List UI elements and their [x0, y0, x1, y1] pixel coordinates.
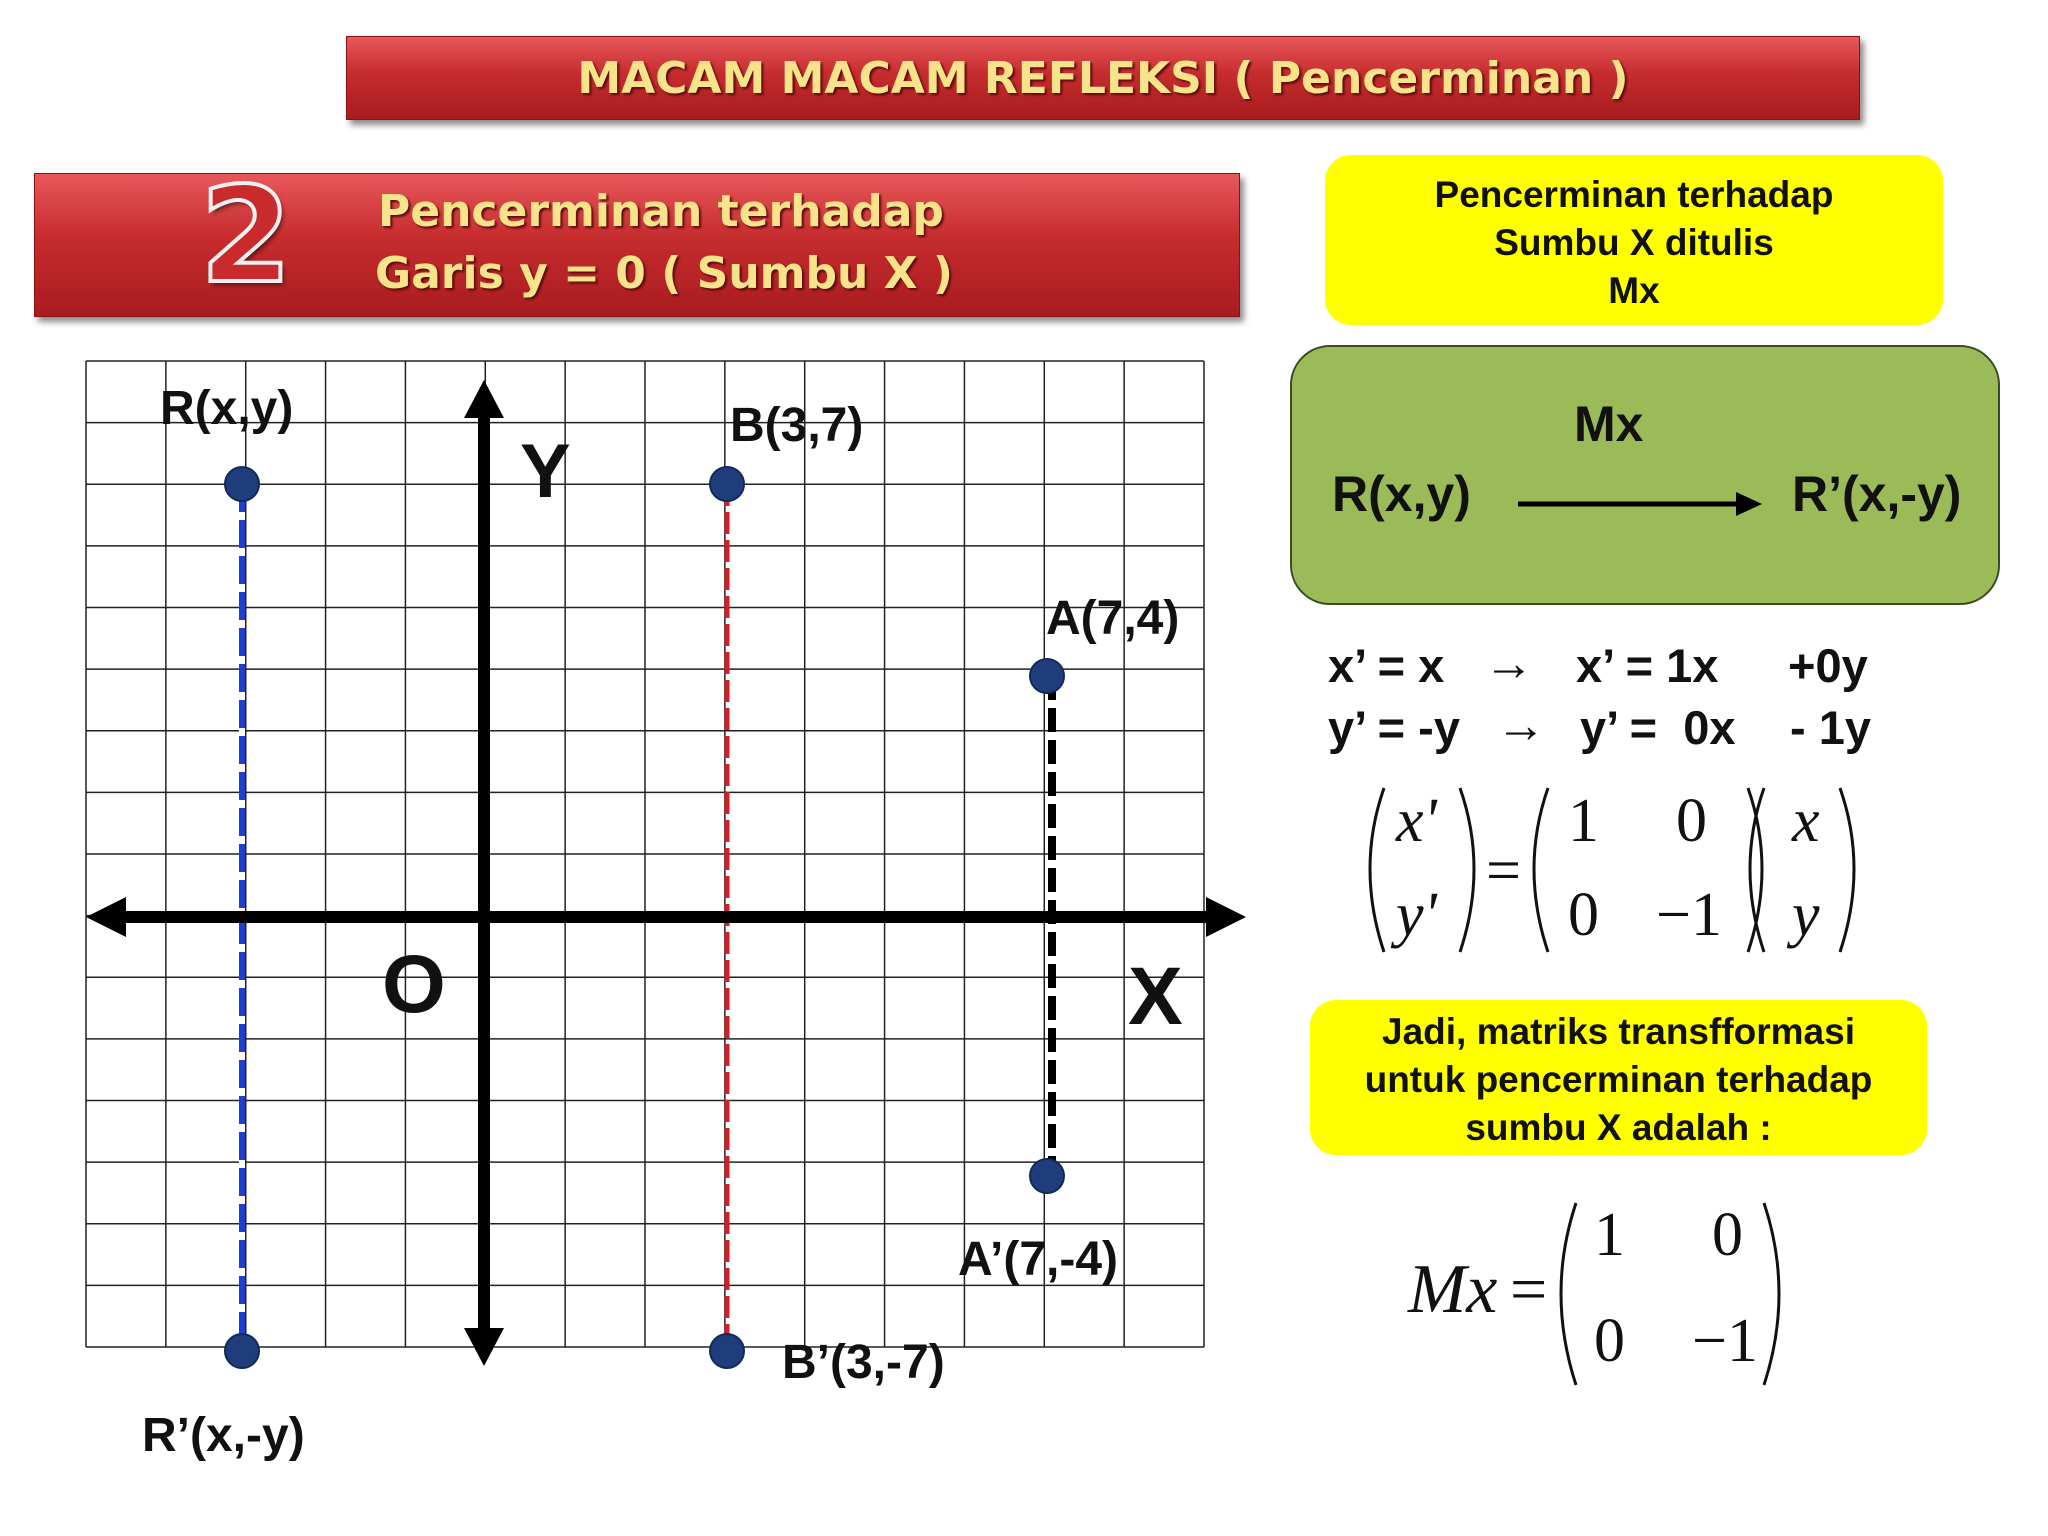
matrix-eq-m21: 0: [1568, 881, 1599, 949]
point-a: [1030, 659, 1064, 693]
result-m22: −1: [1692, 1307, 1758, 1375]
result-m12: 0: [1712, 1201, 1743, 1269]
note-line1: Pencerminan terhadap: [1434, 174, 1834, 215]
result-m11: 1: [1594, 1201, 1625, 1269]
mapping-arrow-icon: [1516, 489, 1766, 519]
point-a-prime: [1030, 1159, 1064, 1193]
matrix-eq-right-top: x: [1792, 787, 1820, 855]
section-title-line1: Pencerminan terhadap: [378, 186, 944, 237]
x-axis-arrow-left: [86, 897, 126, 937]
result-equals: =: [1510, 1253, 1548, 1326]
x-axis-label: X: [1128, 951, 1183, 1042]
matrix-eq-right-bottom: y: [1792, 881, 1820, 949]
point-r: [225, 467, 259, 501]
page-title: MACAM MACAM REFLEKSI ( Pencerminan ): [577, 52, 1629, 104]
equation-row1-lhs: x’ = x: [1328, 639, 1445, 692]
mapping-target: R’(x,-y): [1792, 466, 1962, 522]
point-b: [710, 467, 744, 501]
point-r-prime: [225, 1334, 259, 1368]
matrix-eq-m11: 1: [1568, 787, 1599, 855]
note-line2: Sumbu X ditulis: [1494, 222, 1774, 263]
mapping-source: R(x,y): [1332, 466, 1471, 522]
origin-label: O: [382, 939, 446, 1030]
equation-row1-rhs: x’ = 1x: [1576, 639, 1719, 692]
mapping-operator: Mx: [1574, 396, 1644, 452]
mapping-box: [1290, 345, 2000, 605]
label-b: B(3,7): [730, 399, 864, 452]
result-matrix-brackets: [1550, 1195, 1800, 1395]
grid: [86, 361, 1204, 1347]
equation-row2-rhs: y’ = 0x: [1580, 701, 1736, 754]
result-m21: 0: [1594, 1307, 1625, 1375]
equation-row2-lhs: y’ = -y: [1328, 701, 1460, 754]
label-r-prime: R’(x,-y): [142, 1409, 305, 1462]
label-r: R(x,y): [160, 382, 294, 435]
matrix-eq-left-bottom: y': [1396, 881, 1437, 949]
note-line3: Mx: [1608, 270, 1660, 311]
y-axis-arrow-up: [464, 380, 504, 418]
conclusion-box: [1310, 1000, 1927, 1155]
section-number: 2: [200, 159, 292, 313]
conclusion-line2: untuk pencerminan terhadap: [1364, 1059, 1873, 1100]
label-b-prime: B’(3,-7): [782, 1336, 945, 1389]
conclusion-line1: Jadi, matriks transfformasi: [1382, 1011, 1855, 1052]
matrix-eq-m12: 0: [1676, 787, 1707, 855]
section-title-line2: Garis y = 0 ( Sumbu X ): [375, 248, 953, 299]
matrix-eq-left-top: x': [1396, 787, 1437, 855]
equation-row1-term: +0y: [1788, 639, 1868, 692]
label-a: A(7,4): [1046, 592, 1180, 645]
point-b-prime: [710, 1334, 744, 1368]
equation-row1-arrow-icon: →: [1484, 635, 1534, 691]
y-axis-label: Y: [520, 429, 571, 514]
matrix-eq-equals: =: [1486, 837, 1521, 905]
note-box: [1325, 155, 1943, 325]
x-axis-arrow-right: [1206, 897, 1246, 937]
equation-row2-arrow-icon: →: [1496, 697, 1546, 753]
conclusion-line3: sumbu X adalah :: [1465, 1107, 1772, 1148]
label-a-prime: A’(7,-4): [958, 1233, 1119, 1286]
result-name: Mx: [1408, 1251, 1498, 1328]
equation-row2-term: - 1y: [1790, 701, 1871, 754]
matrix-eq-m22: −1: [1656, 881, 1722, 949]
